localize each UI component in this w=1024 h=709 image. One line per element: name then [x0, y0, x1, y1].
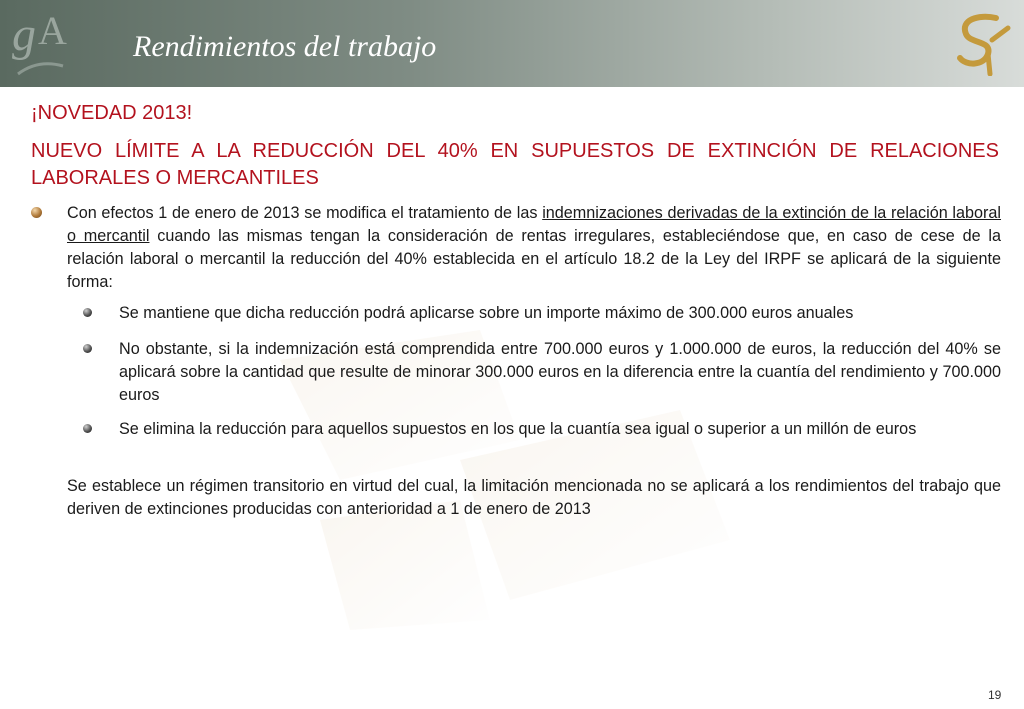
intro-text-1: Con efectos 1 de enero de 2013 se modifica el tratamiento de las — [67, 204, 543, 222]
sub-item-3: Se elimina la reducción para aquellos supuestos en los que la cuantía sea igual o superior a un millón de euros — [119, 420, 917, 438]
brand-logo-icon — [948, 10, 1018, 76]
intro-text-2: cuando las mismas tengan la consideración de rentas irregulares, estableciéndose que, en caso de cese de la relación laboral o mercantil la reducción del 40% establecida en el artículo 18.2 de la Ley del IRPF se aplicará de la siguiente forma: — [67, 227, 1001, 291]
sub-bullet-icon — [83, 308, 92, 317]
ga-logo-icon — [8, 4, 98, 82]
sub-bullet-icon — [83, 424, 92, 433]
intro-underlined-text: indemnizaciones derivadas de la extinción de la relación laboral o mercantil — [67, 204, 1002, 245]
section-heading: NUEVO LÍMITE A LA REDUCCIÓN DEL 40% EN SUPUESTOS DE EXTINCIÓN DE RELACIONES LABORALES O MERCANTILES — [31, 140, 999, 189]
page-number: 19 — [988, 688, 1002, 702]
bullet-icon — [31, 207, 42, 218]
sub-item-2: No obstante, si la indemnización está comprendida entre 700.000 euros y 1.000.000 de euros, la reducción del 40% se aplicará sobre la cantidad que resulte de minorar 300.000 euros en la diferencia entre la cuantía del rendimiento y 700.000 euros — [119, 340, 1001, 404]
intro-paragraph — [67, 202, 1001, 294]
sub-bullet-icon — [83, 344, 92, 353]
sub-item-1: Se mantiene que dicha reducción podrá aplicarse sobre un importe máximo de 300.000 euros anuales — [119, 304, 854, 322]
header-bar — [0, 0, 1024, 87]
transitorio-paragraph: Se establece un régimen transitorio en virtud del cual, la limitación mencionada no se aplicará a los rendimientos del trabajo que deriven de extinciones producidas con anterioridad a 1 de enero de 2013 — [67, 477, 1001, 518]
svg-text:g: g — [12, 8, 36, 61]
svg-text:A: A — [38, 8, 67, 53]
page-title: Rendimientos del trabajo — [133, 30, 437, 63]
novedad-label: ¡NOVEDAD 2013! — [31, 102, 193, 124]
